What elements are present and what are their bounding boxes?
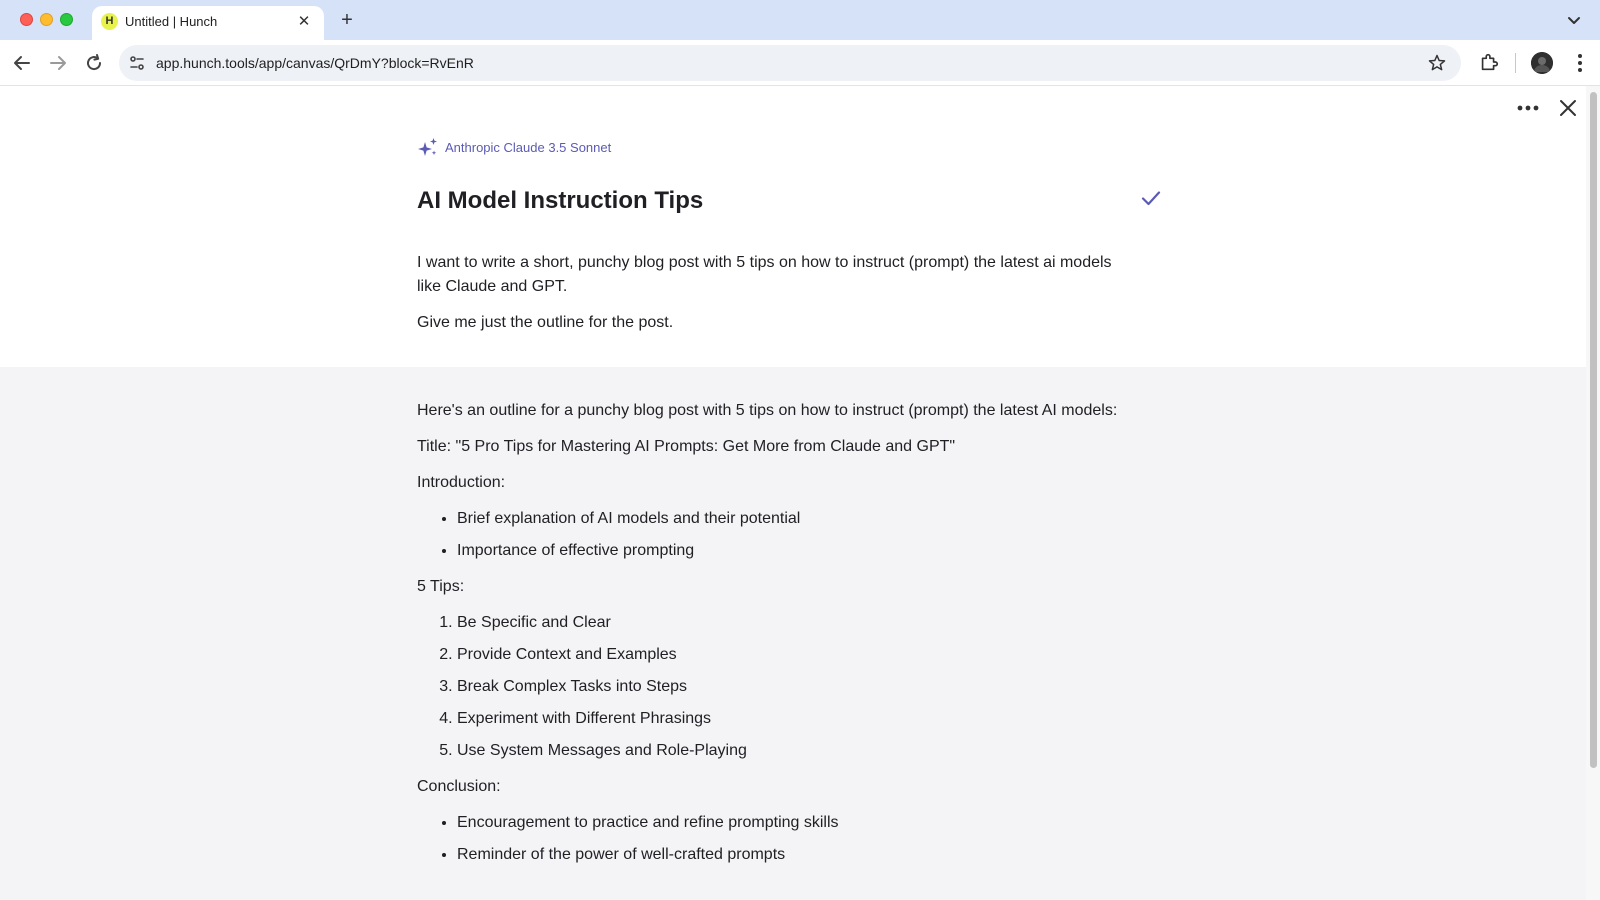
list-item: 4. Experiment with Different Phrasings — [457, 707, 1137, 731]
window-close-button[interactable] — [20, 13, 33, 26]
list-item: 5. Use System Messages and Role-Playing — [457, 739, 1137, 763]
hunch-favicon-icon: H — [101, 13, 118, 30]
profile-avatar-icon — [1531, 52, 1553, 74]
conclusion-heading: Conclusion: — [417, 778, 501, 795]
list-item: • Encouragement to practice and refine prompting skills — [457, 811, 1137, 835]
canvas-block-page — [0, 86, 1586, 900]
list-item: 1. Be Specific and Clear — [457, 611, 1137, 635]
window-maximize-button[interactable] — [60, 13, 73, 26]
tips-list — [457, 611, 1137, 763]
address-bar[interactable] — [119, 45, 1461, 81]
prompt-paragraph: I want to write a short, punchy blog post with 5 tips on how to instruct (prompt) the latest ai models like Claude and GPT. — [417, 254, 1112, 295]
list-item: • Importance of effective prompting — [457, 539, 1137, 563]
extensions-puzzle-icon[interactable] — [1478, 51, 1500, 73]
prompt-input[interactable] — [417, 251, 1127, 347]
new-tab-button[interactable]: + — [341, 9, 353, 31]
tab-close-icon[interactable]: ✕ — [297, 13, 311, 30]
browser-toolbar — [0, 40, 1600, 86]
list-item: 3. Break Complex Tasks into Steps — [457, 675, 1137, 699]
close-icon[interactable] — [1555, 95, 1581, 121]
back-arrow-icon[interactable] — [10, 51, 34, 75]
tab-title: Untitled | Hunch — [125, 14, 218, 29]
list-item: • Reminder of the power of well-crafted prompts — [457, 843, 1137, 867]
prompt-section — [0, 86, 1586, 367]
toolbar-divider — [1515, 53, 1516, 73]
reload-icon[interactable] — [82, 51, 106, 75]
browser-menu-icon[interactable] — [1570, 51, 1590, 75]
block-title[interactable]: AI Model Instruction Tips — [417, 187, 704, 214]
profile-avatar[interactable] — [1531, 52, 1553, 74]
introduction-heading: Introduction: — [417, 474, 506, 491]
prompt-paragraph: Give me just the outline for the post. — [417, 314, 674, 331]
tips-heading: 5 Tips: — [417, 578, 465, 595]
response-intro: Here's an outline for a punchy blog post with 5 tips on how to instruct (prompt) the latest AI models: — [417, 402, 1118, 419]
list-item: • Brief explanation of AI models and their potential — [457, 507, 1137, 531]
conclusion-list — [457, 811, 1137, 867]
introduction-list — [457, 507, 1137, 563]
browser-tab-bar — [0, 0, 1600, 40]
forward-arrow-icon[interactable] — [46, 51, 70, 75]
bookmark-star-icon[interactable] — [1427, 53, 1447, 73]
sparkle-icon — [417, 137, 439, 159]
response-post-title: Title: "5 Pro Tips for Mastering AI Prompts: Get More from Claude and GPT" — [417, 438, 956, 455]
ai-response — [417, 399, 1137, 879]
list-item: 2. Provide Context and Examples — [457, 643, 1137, 667]
browser-tab-active[interactable] — [92, 6, 324, 40]
tab-search-chevron-icon[interactable] — [1564, 10, 1584, 30]
url-text[interactable]: app.hunch.tools/app/canvas/QrDmY?block=RvEnR — [156, 55, 474, 71]
more-options-icon[interactable] — [1514, 96, 1542, 120]
site-info-icon[interactable] — [128, 54, 146, 72]
page-scrollbar-thumb[interactable] — [1590, 92, 1597, 768]
checkmark-icon[interactable] — [1139, 186, 1163, 210]
window-minimize-button[interactable] — [40, 13, 53, 26]
model-name-label: Anthropic Claude 3.5 Sonnet — [445, 140, 612, 155]
